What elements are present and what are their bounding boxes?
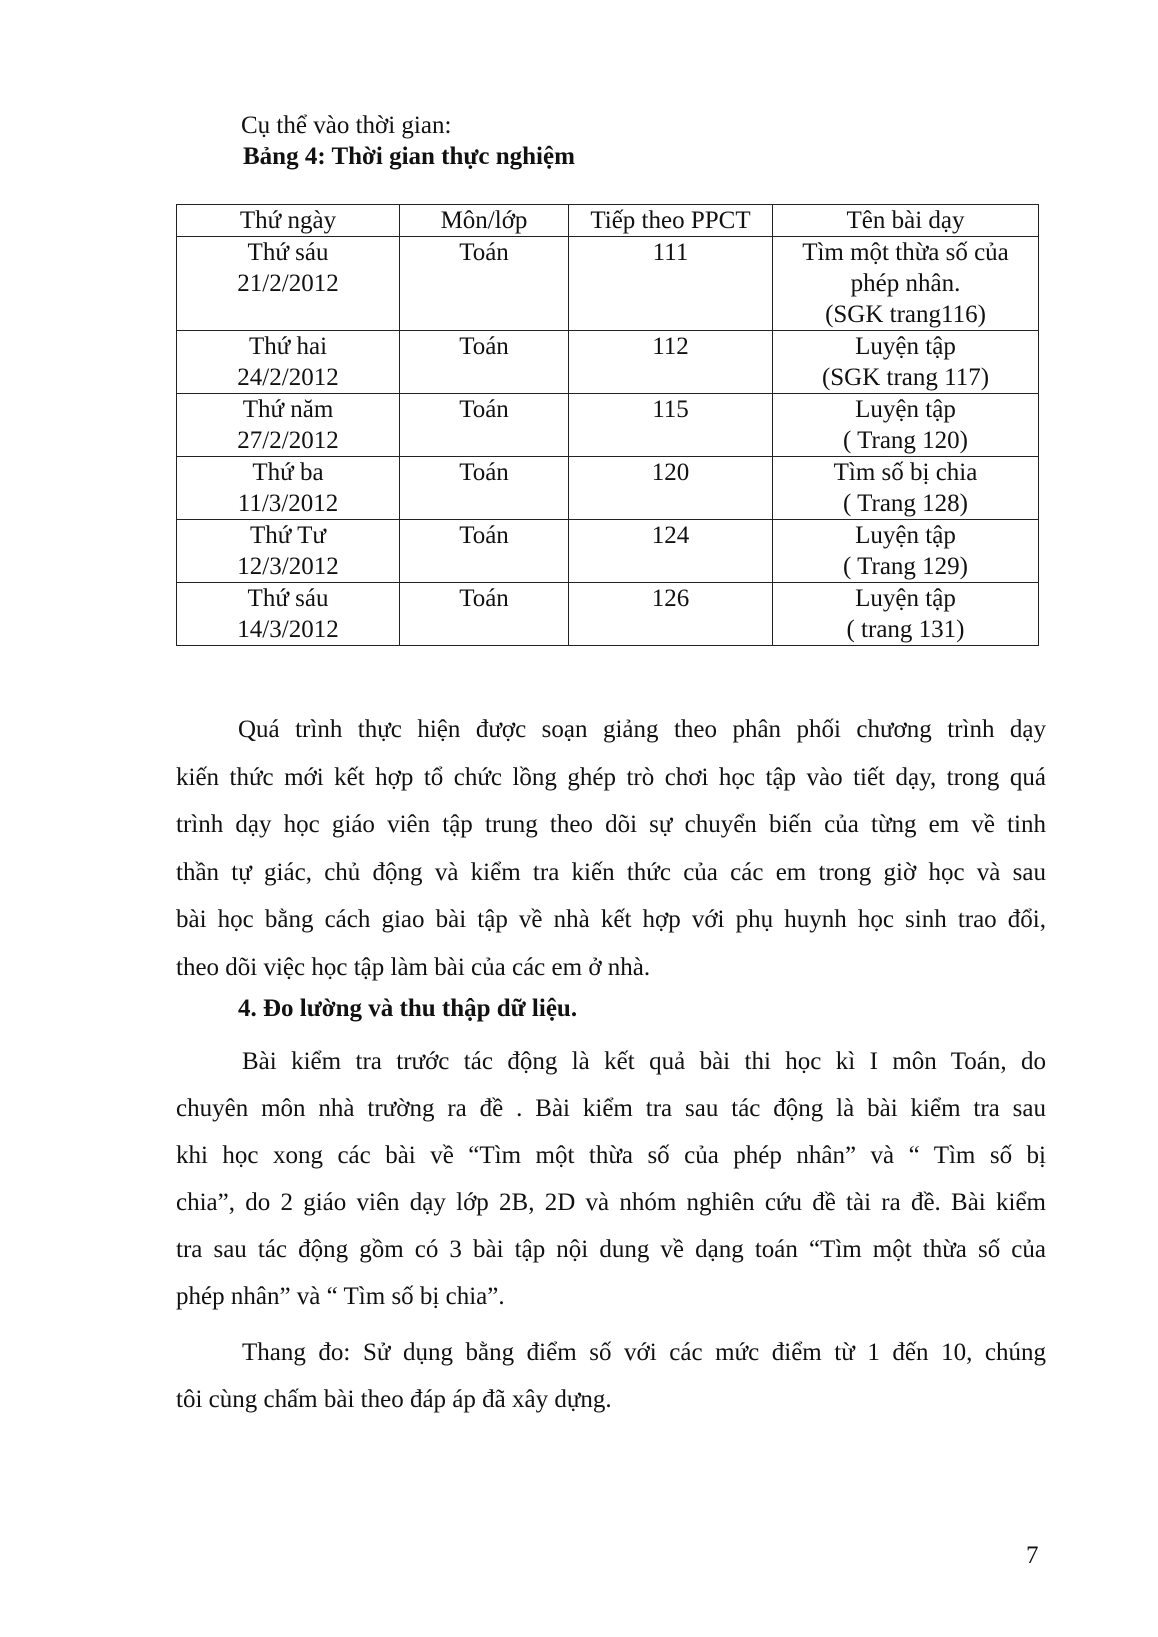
day-cell: Thứ ba 11/3/2012 [177, 457, 400, 520]
ppct-cell: 111 [569, 237, 773, 331]
paragraph-line: theo dõi việc học tập làm bài của các em ở nhà. [176, 953, 651, 981]
section-heading: 4. Đo lường và thu thập dữ liệu. [238, 995, 578, 1022]
schedule-table [176, 204, 1039, 646]
subject-cell: Toán [400, 520, 569, 583]
paragraph-line: tra sau tác động gồm có 3 bài tập nội dung về dạng toán “Tìm một thừa số của [176, 1236, 1046, 1263]
day-cell: Thứ sáu 14/3/2012 [177, 583, 400, 646]
paragraph-process [176, 706, 1046, 991]
header-lesson: Tên bài dạy [773, 205, 1039, 237]
paragraph-line: tôi cùng chấm bài theo đáp áp đã xây dựng. [176, 1386, 612, 1413]
paragraph-line: thần tự giác, chủ động và kiểm tra kiến thức của các em trong giờ học và sau [176, 858, 1046, 886]
lesson-cell: Luyện tập ( trang 131) [773, 583, 1039, 646]
lesson-cell: Tìm một thừa số của phép nhân. (SGK trang116) [773, 237, 1039, 331]
ppct-cell: 112 [569, 331, 773, 394]
ppct-cell: 126 [569, 583, 773, 646]
paragraph-line: kiến thức mới kết hợp tổ chức lồng ghép trò chơi học tập vào tiết dạy, trong quá [176, 763, 1046, 791]
lesson-cell: Luyện tập (SGK trang 117) [773, 331, 1039, 394]
paragraph-line: khi học xong các bài về “Tìm một thừa số của phép nhân” và “ Tìm số bị [176, 1142, 1046, 1169]
paragraph-line: trình dạy học giáo viên tập trung theo dõi sự chuyển biến của từng em về tinh [176, 811, 1046, 838]
header-day: Thứ ngày [177, 205, 400, 237]
subject-cell: Toán [400, 394, 569, 457]
table-header-row [177, 205, 1039, 237]
day-cell: Thứ sáu 21/2/2012 [177, 237, 400, 331]
subject-cell: Toán [400, 457, 569, 520]
header-ppct: Tiếp theo PPCT [569, 205, 773, 237]
table-row [177, 331, 1039, 394]
paragraph-line: chuyên môn nhà trường ra đề . Bài kiểm tra sau tác động là bài kiểm tra sau [176, 1095, 1046, 1122]
paragraph-line: Bài kiểm tra trước tác động là kết quả bài thi học kì I môn Toán, do [242, 1048, 1046, 1075]
subject-cell: Toán [400, 583, 569, 646]
intro-line: Cụ thể vào thời gian: [241, 112, 452, 139]
paragraph-line: phép nhân” và “ Tìm số bị chia”. [176, 1283, 505, 1310]
page-number: 7 [1026, 1542, 1039, 1569]
lesson-cell: Luyện tập ( Trang 129) [773, 520, 1039, 583]
table-row [177, 457, 1039, 520]
ppct-cell: 124 [569, 520, 773, 583]
paragraph-line: Quá trình thực hiện được soạn giảng theo phân phối chương trình dạy [238, 716, 1046, 743]
paragraph-line: Thang đo: Sử dụng bằng điểm số với các mức điểm từ 1 đến 10, chúng [242, 1339, 1046, 1366]
day-cell: Thứ năm 27/2/2012 [177, 394, 400, 457]
day-cell: Thứ hai 24/2/2012 [177, 331, 400, 394]
lesson-cell: Tìm số bị chia ( Trang 128) [773, 457, 1039, 520]
table-row [177, 394, 1039, 457]
table-caption: Bảng 4: Thời gian thực nghiệm [243, 143, 575, 170]
paragraph-line: chia”, do 2 giáo viên dạy lớp 2B, 2D và nhóm nghiên cứu đề tài ra đề. Bài kiểm [176, 1189, 1046, 1216]
ppct-cell: 120 [569, 457, 773, 520]
lesson-cell: Luyện tập ( Trang 120) [773, 394, 1039, 457]
table-row [177, 520, 1039, 583]
subject-cell: Toán [400, 237, 569, 331]
subject-cell: Toán [400, 331, 569, 394]
table-row [177, 583, 1039, 646]
day-cell: Thứ Tư 12/3/2012 [177, 520, 400, 583]
paragraph-measurement [176, 1038, 1046, 1320]
table-row [177, 237, 1039, 331]
header-subject: Môn/lớp [400, 205, 569, 237]
ppct-cell: 115 [569, 394, 773, 457]
paragraph-line: bài học bằng cách giao bài tập về nhà kết hợp với phụ huynh học sinh trao đổi, [176, 906, 1046, 933]
paragraph-scale [176, 1329, 1046, 1423]
